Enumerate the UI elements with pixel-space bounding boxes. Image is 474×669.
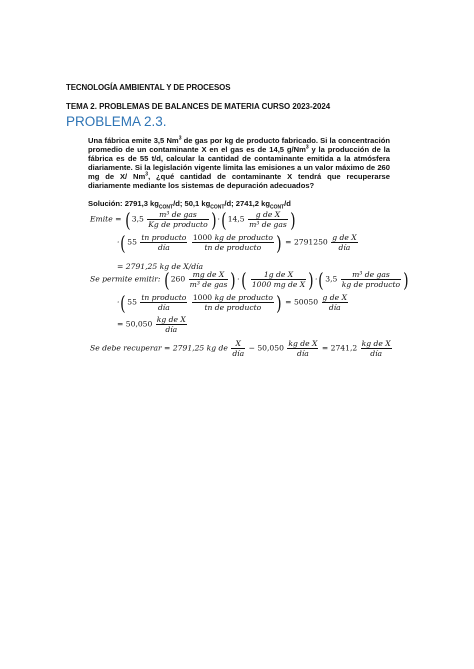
topic-title: TEMA 2. PROBLEMAS DE BALANCES DE MATERIA CURSO 2023-2024 [66,101,331,111]
problem-statement: Una fábrica emite 3,5 Nm$^3$ de gas por kg de producto fabricado. Si la concentración promedio de un contaminante X en el gas es de 14,5 g/Nm$^3$ y la producción de la fábrica es de 55 t/d, calcular la cantidad de contaminante emitida a la atmósfera diariamente. Si la legislación vigente limita las emisiones a un valor máximo de 260 mg de X/ Nm$^3$, ¿qué cantidad de contaminante X tendrá que recuperarse diariamente mediante los sistemas de depuración adecuados? [88,135,390,191]
course-title: TECNOLOGÍA AMBIENTAL Y DE PROCESOS [66,82,231,92]
equation-permite-result: = 50,050 $\frac{\text{kg de X}}{\text{día}}$ [117,315,186,334]
equation-permite-1: Se permite emitir: (260 $\frac{\text{mg de X}}{\text{m³ de gas}}$ )·( $\frac{\text{1g de X}}{\text{1000 mg de X}}$ )·(3,5 $\frac{\text{m³ de gas}}{\text{kg de producto}}$ ) [90,267,409,292]
solution-line: Solución: 2791,3 $kg_{CONT}/d$; 50,1 $kg_{CONT}/d$; 2741,2 $kg_{CONT}/d$ [88,199,291,211]
problem-title: PROBLEMA 2.3. [66,114,167,129]
equation-emite-2: ·(55 $\frac{\text{tn producto}}{\text{día}}$ $\frac{\text{1000 kg de producto}}{\text{tn de producto}}$ ) = 2791250 $\frac{\text{g de X}}{\text{día}}$ [117,230,357,255]
equation-permite-2: ·(55 $\frac{\text{tn producto}}{\text{día}}$ $\frac{\text{1000 kg de producto}}{\text{tn de producto}}$ ) = 50050 $\frac{\text{g de X}}{\text{día}}$ [117,290,347,315]
equation-emite-1: Emite = (3,5 $\frac{\text{m³ de gas}}{\text{Kg de producto}}$ )·(14,5 $\frac{\text{g de X}}{\text{m³ de gas}}$ ) [90,207,296,232]
equation-recuperar: Se debe recuperar = 2791,25 kg de $\frac{X}{\text{día}}$ − 50,050 $\frac{\text{kg de X}}{\text{día}}$ = 2741,2 $\frac{\text{kg de X}}{\text{día}}$ [90,339,391,358]
equation-emite-result: = 2791,25 kg de X/día [117,262,204,271]
